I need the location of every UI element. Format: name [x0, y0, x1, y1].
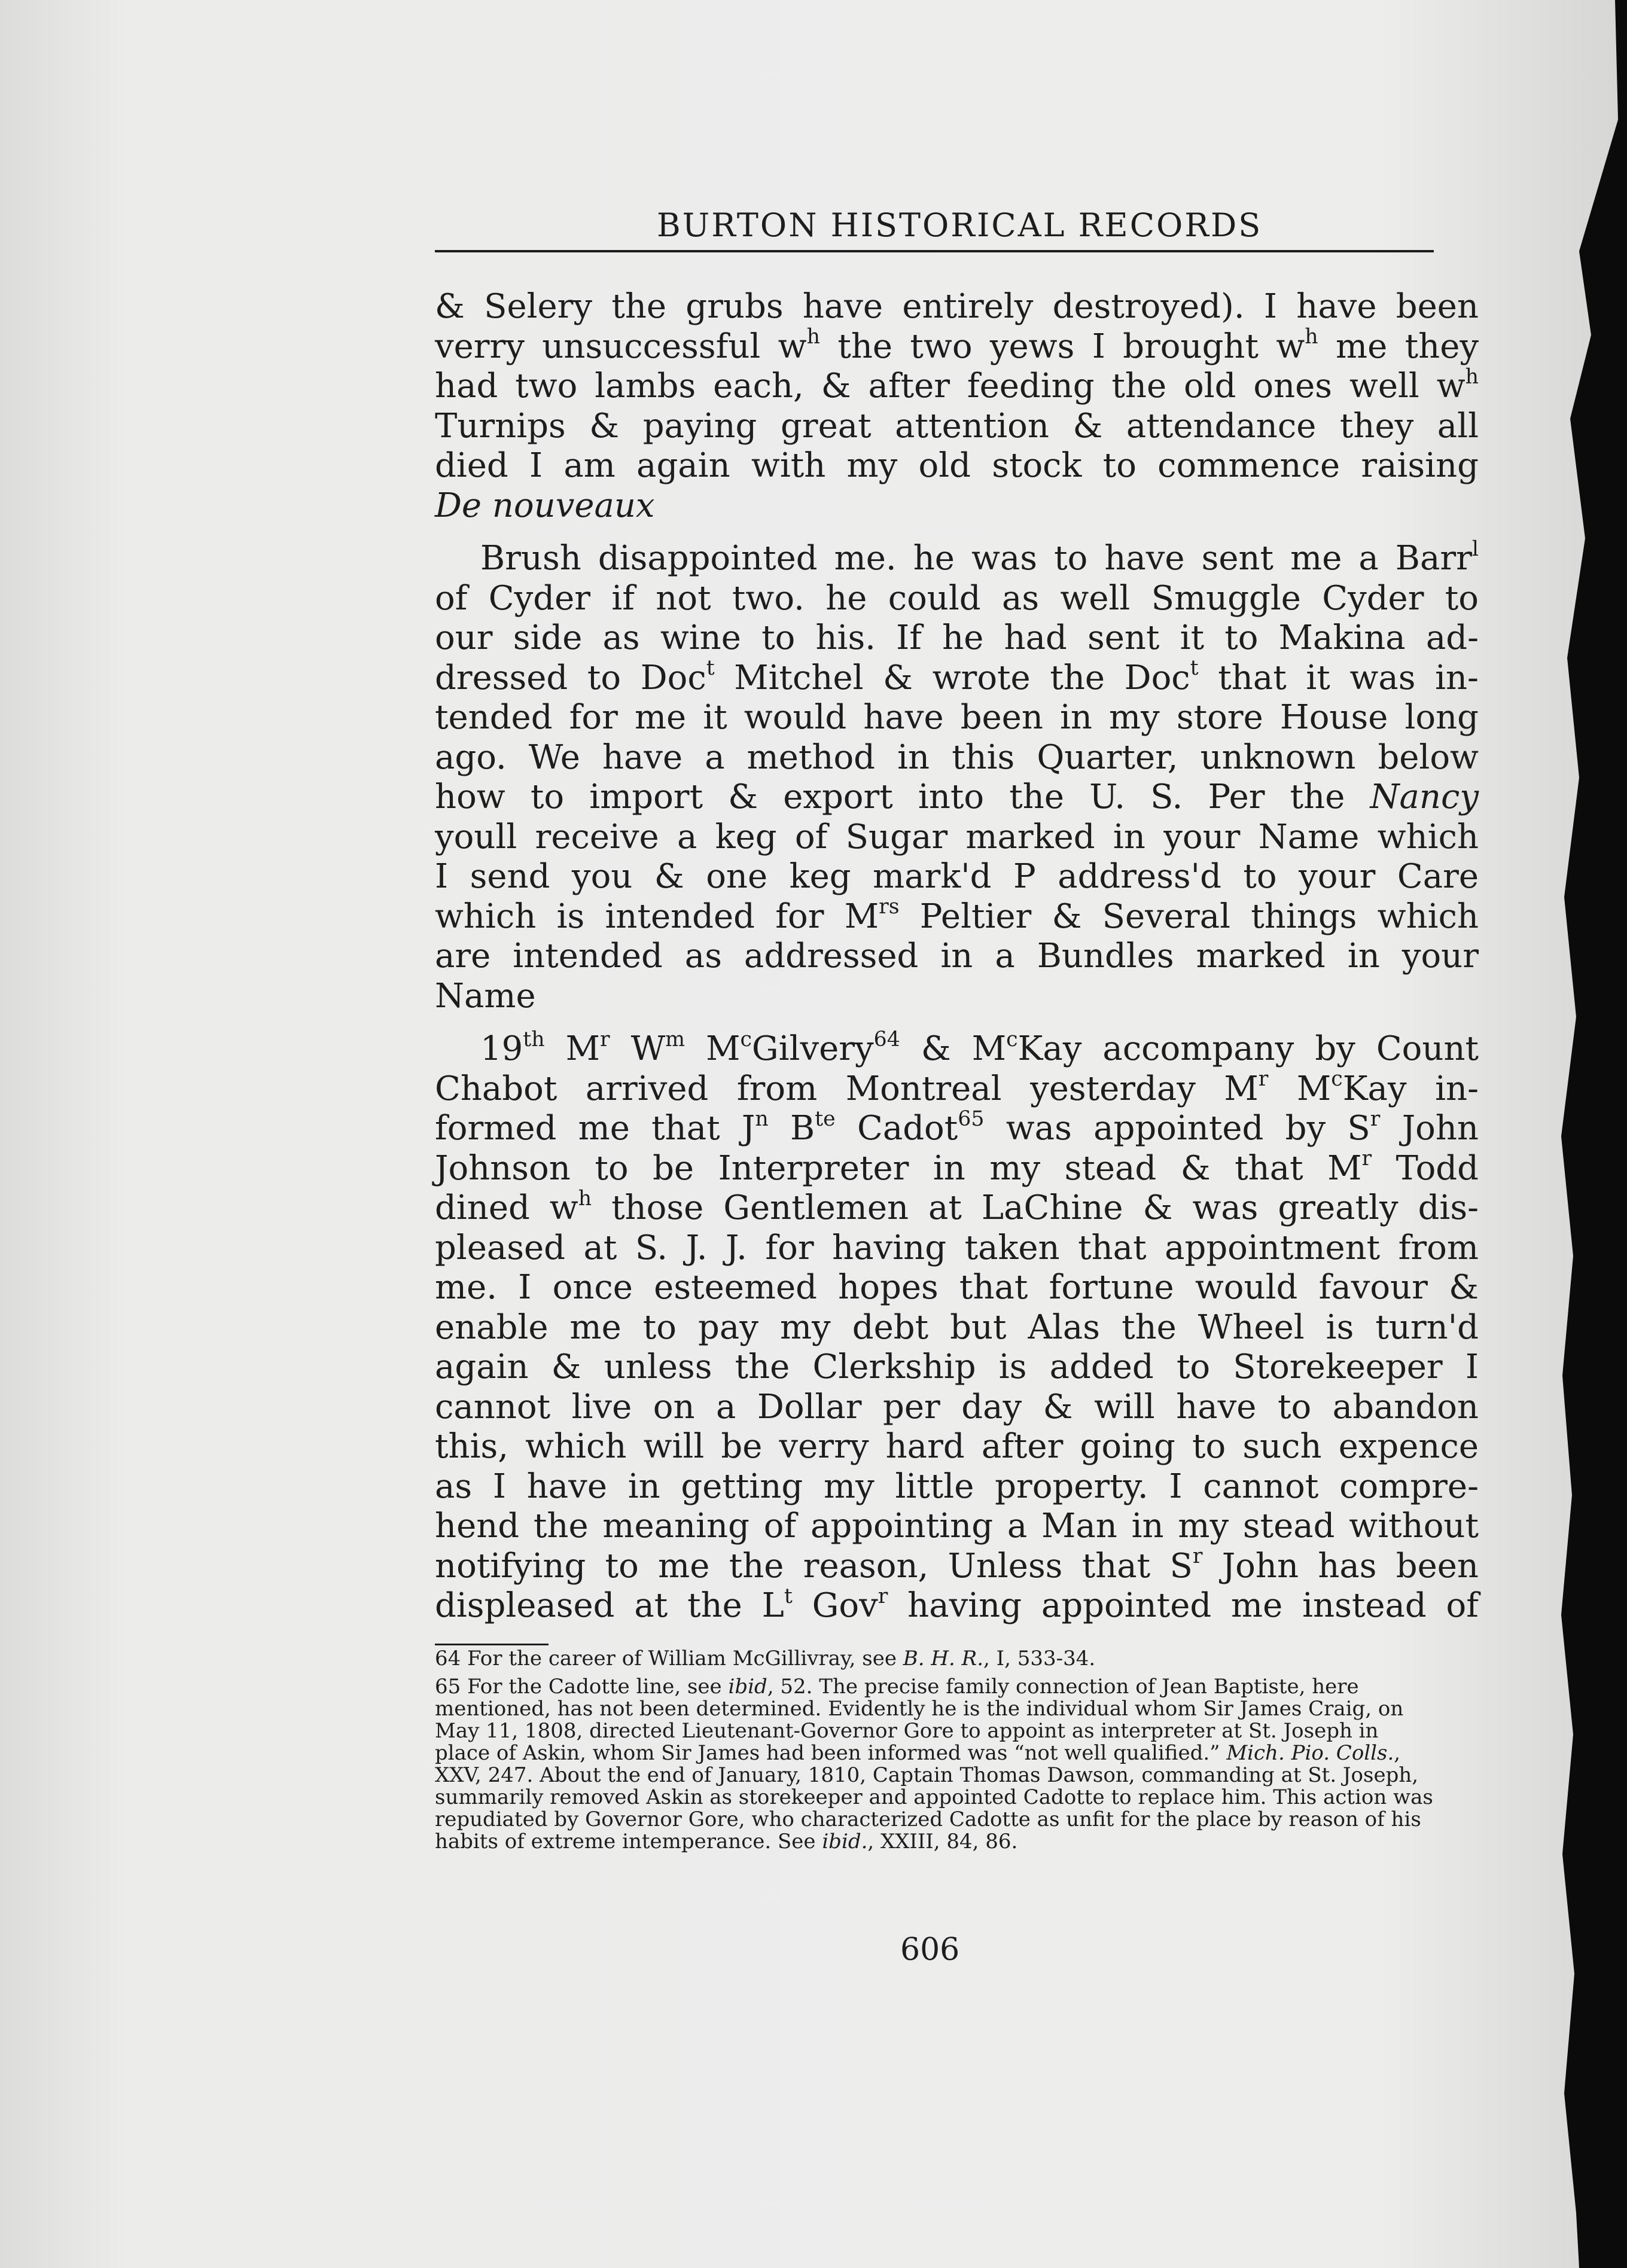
paragraph-2	[435, 536, 1479, 1016]
text-line: as I have in getting my little property. I cannot compre-	[435, 1467, 1479, 1506]
paragraph-1	[435, 287, 1479, 526]
text-line: cannot live on a Dollar per day & will have to abandon	[435, 1387, 1479, 1426]
letter-body	[435, 287, 1479, 1626]
text-line: died I am again with my old stock to commence raising	[435, 446, 1479, 485]
text-line: dined $w^h$ those Gentlemen at LaChine & was greatly dis-	[435, 1186, 1479, 1227]
text-line: dressed to Doc$^t$ Mitchel & wrote the Doc$^t$ that it was in-	[435, 656, 1479, 697]
text-line: ago. We have a method in this Quarter, unknown below	[435, 737, 1479, 777]
text-line: are intended as addressed in a Bundles marked in your	[435, 937, 1479, 976]
header-rule	[435, 250, 1434, 252]
text-line: tended for me it would have been in my store House long	[435, 698, 1479, 737]
text-line: enable me to pay my debt but Alas the Wheel is turn'd	[435, 1307, 1479, 1347]
text-line: De nouveaux	[435, 486, 655, 525]
text-line: youll receive a keg of Sugar marked in your Name which	[435, 817, 1479, 856]
text-line: again & unless the Clerkship is added to Storekeeper I	[435, 1348, 1479, 1386]
text-line: had two lambs each, & after feeding the old ones well $w^h$	[435, 364, 1479, 406]
text-line: Brush disappointed me. he was to have sent me a Barr$^l$	[480, 536, 1479, 578]
footnote-64: 64 For the career of William McGillivray, see B. H. R., I, 533-34.	[435, 1647, 1096, 1670]
page-number: 606	[900, 1932, 960, 1968]
text-line: our side as wine to his. If he had sent it to Makina ad-	[435, 618, 1479, 657]
text-line: verry unsuccessful $w^h$ the two yews I brought $w^h$ me they	[435, 325, 1479, 366]
footnote-ref-65: 65	[958, 1106, 985, 1131]
text-line: Name	[435, 976, 536, 1016]
text-line: me. I once esteemed hopes that fortune would favour &	[435, 1268, 1479, 1307]
paragraph-3	[435, 1029, 1479, 1626]
text-line: notifying to me the reason, Unless that $S^r$ John has been	[435, 1544, 1479, 1586]
footnote-rule	[435, 1644, 549, 1645]
footnote-65: 65 For the Cadotte line, see ibid, 52. The precise family connection of Jean Baptiste, here mentioned, has not been determined. Evidently he is the individual whom Sir James Craig, on May 11, 1808, directed Lieutenant-Governor Gore to appoint as interpreter at St. Joseph in place of Askin, whom Sir James had been informed was “not well qualified.” Mich. Pio. Colls., XXV, 247. About the end of January, 1810, Captain Thomas Dawson, commanding at St. Joseph, summarily removed Askin as storekeeper and appointed Cadotte to replace him. This action was repudiated by Governor Gore, who characterized Cadotte as unfit for the place by reason of his habits of extreme intemperance. See ibid., XXIII, 84, 86.	[435, 1675, 1433, 1854]
text-line: displeased at the $L^t$ Gov$^r$ having appointed me instead of	[435, 1584, 1479, 1625]
text-line: Turnips & paying great attention & attendance they all	[435, 406, 1479, 446]
text-line: 19th $M^r$ $W^m$ $M^cGilvery^{64}$ & $M^cKay$ accompany by Count	[480, 1027, 1479, 1068]
text-line: pleased at S. J. J. for having taken that appointment from	[435, 1228, 1479, 1267]
text-line: formed me that $J^n$ $B^{te}$ Cadot$^{65}$ was appointed by $S^r$ John	[435, 1106, 1479, 1148]
text-line: how to import & export into the U. S. Per the Nancy	[435, 778, 1479, 816]
running-head: BURTON HISTORICAL RECORDS	[657, 206, 1263, 244]
text-line: I send you & one keg mark'd P address'd to your Care	[435, 857, 1479, 896]
text-line: of Cyder if not two. he could as well Smuggle Cyder to	[435, 578, 1479, 618]
text-line: this, which will be verry hard after going to such expence	[435, 1427, 1479, 1466]
text-line: hend the meaning of appointing a Man in my stead without	[435, 1507, 1479, 1545]
footnote-ref-64: 64	[873, 1027, 900, 1051]
text-line: & Selery the grubs have entirely destroyed). I have been	[435, 287, 1479, 326]
text-line: Chabot arrived from Montreal yesterday $M^r$ $M^cKay$ in-	[435, 1067, 1479, 1108]
footnotes	[435, 1648, 1434, 1853]
text-line: which is intended for $M^{rs}$ Peltier & Several things which	[435, 895, 1479, 936]
text-line: Johnson to be Interpreter in my stead & that $M^r$ Todd	[435, 1147, 1479, 1188]
